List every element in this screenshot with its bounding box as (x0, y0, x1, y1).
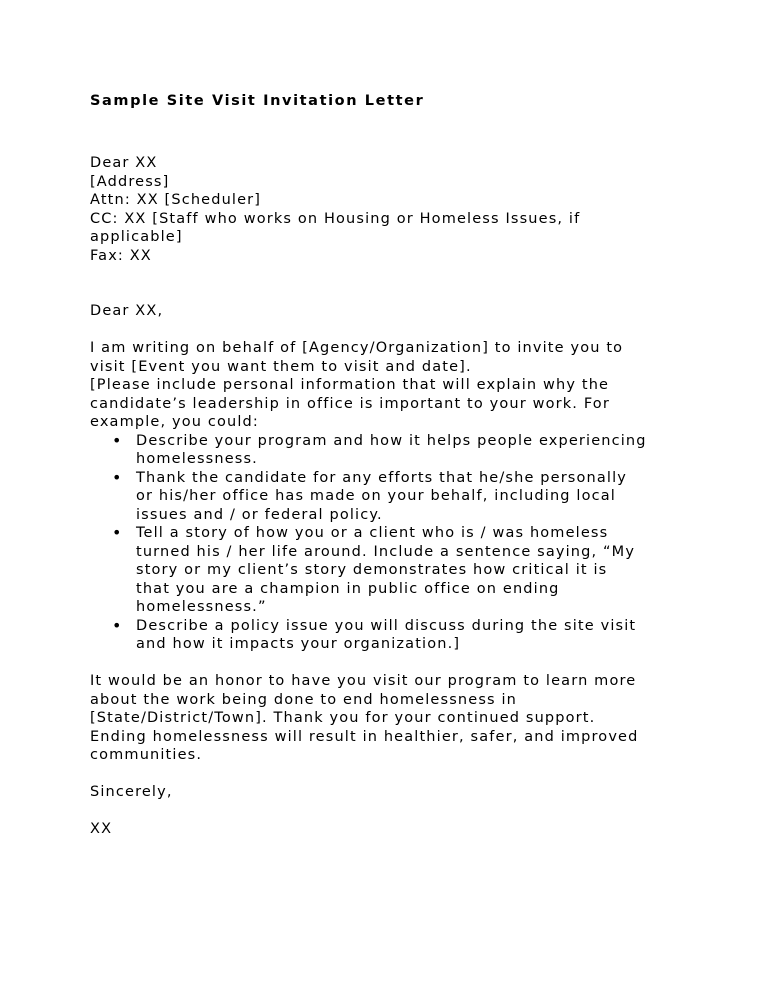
address-line: Attn: XX [Scheduler] (90, 192, 262, 208)
closing-line: Ending homelessness will result in healthier, safer, and improved (90, 728, 639, 745)
list-item-line: that you are a champion in public office on ending (136, 580, 560, 597)
closing-line: communities. (90, 747, 203, 763)
list-item (90, 617, 690, 654)
list-item (90, 469, 690, 525)
address-block (90, 154, 690, 265)
list-item (90, 524, 690, 617)
closing-line: [State/District/Town]. Thank you for your continued support. (90, 710, 596, 726)
address-line: CC: XX [Staff who works on Housing or Homeless Issues, if (90, 210, 581, 227)
bullet-icon: • (112, 523, 123, 542)
list-item-line: Describe your program and how it helps people experiencing (136, 432, 647, 449)
address-line: Fax: XX (90, 247, 152, 264)
letter-title: Sample Site Visit Invitation Letter (90, 93, 425, 109)
intro-line: [Please include personal information that will explain why the (90, 377, 610, 393)
list-item-line: Describe a policy issue you will discuss during the site visit (136, 617, 637, 634)
list-item-line: issues and / or federal policy. (136, 506, 383, 523)
closing-line: It would be an honor to have you visit our program to learn more (90, 673, 637, 689)
intro-line: visit [Event you want them to visit and date]. (90, 358, 472, 375)
bullet-icon: • (112, 467, 123, 487)
list-item-line: and how it impacts your organization.] (136, 636, 461, 652)
intro-line: candidate’s leadership in office is important to your work. For (90, 395, 610, 412)
intro-line: I am writing on behalf of [Agency/Organization] to invite you to (90, 340, 624, 356)
closing-paragraph (90, 672, 690, 765)
list-item (90, 432, 690, 469)
list-item-line: homelessness.” (136, 599, 267, 615)
list-item-line: Thank the candidate for any efforts that he/she personally (136, 469, 627, 486)
closing-line: about the work being done to end homelessness in (90, 691, 518, 708)
address-line: [Address] (90, 173, 170, 190)
list-item-line: turned his / her life around. Include a sentence saying, “My (136, 543, 636, 560)
salutation: Dear XX, (90, 303, 164, 319)
list-item-line: homelessness. (136, 451, 258, 467)
bullet-icon: • (112, 430, 123, 450)
bullet-icon: • (112, 615, 123, 635)
list-item-line: or his/her office has made on your behalf, including local (136, 488, 616, 504)
intro-paragraph (90, 339, 690, 432)
list-item-line: Tell a story of how you or a client who is / was homeless (136, 525, 609, 541)
letter-page (90, 92, 690, 839)
intro-line: example, you could: (90, 414, 259, 430)
address-line: applicable] (90, 229, 183, 245)
address-line: Dear XX (90, 155, 158, 171)
signature: XX (90, 821, 113, 837)
list-item-line: story or my client’s story demonstrates how critical it is (136, 562, 608, 578)
sign-off: Sincerely, (90, 784, 173, 800)
suggestion-list (90, 432, 690, 654)
